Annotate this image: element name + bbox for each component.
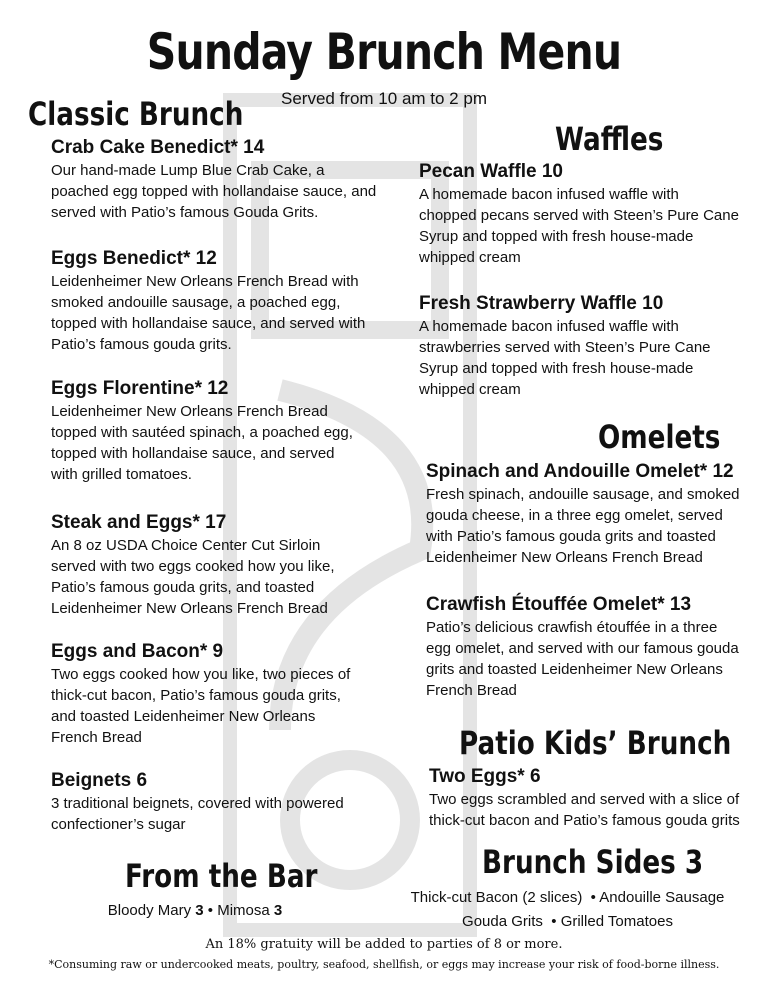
side-item: Andouille Sausage (599, 889, 725, 906)
menu-subtitle: Served from 10 am to 2 pm (281, 89, 487, 108)
item-description: Two eggs scrambled and served with a slice of thick-cut bacon and Patio’s famous gouda grits (429, 791, 740, 829)
menu-item (51, 640, 361, 748)
side-item: Thick-cut Bacon (2 slices) (410, 889, 583, 906)
item-description: Two eggs cooked how you like, two pieces of thick-cut bacon, Patio’s famous gouda grits, and toasted Leidenheimer New Orleans French Bread (51, 666, 351, 746)
from-the-bar-heading: From the Bar (125, 857, 318, 895)
item-description: Fresh spinach, andouille sausage, and smoked gouda cheese, in a three egg omelet, served with Patio’s famous gouda grits and toasted Leidenheimer New Orleans French Bread (426, 486, 740, 566)
menu-item (51, 247, 371, 355)
bar-price: 3 (273, 902, 283, 919)
item-description: Patio’s delicious crawfish étouffée in a three egg omelet, and served with our famous gouda grits and toasted Leidenheimer New Orleans French Bread (426, 619, 739, 699)
item-name: Crab Cake Benedict* 14 (51, 137, 265, 158)
bar-price: 3 (195, 902, 204, 919)
menu-item (51, 769, 361, 835)
item-name: Steak and Eggs* 17 (51, 512, 227, 533)
gratuity-note: An 18% gratuity will be added to parties of 8 or more. (205, 937, 563, 952)
item-name: Eggs Benedict* 12 (51, 248, 217, 269)
item-name: Spinach and Andouille Omelet* 12 (426, 461, 734, 482)
brunch-sides-heading: Brunch Sides 3 (482, 843, 704, 881)
item-name: Crawfish Étouffée Omelet* 13 (426, 594, 692, 615)
item-description: A homemade bacon infused waffle with chopped pecans served with Steen’s Pure Cane Syrup and topped with fresh house-made whipped cream (419, 186, 739, 266)
side-item: Gouda Grits (462, 913, 543, 930)
item-name: Eggs Florentine* 12 (51, 378, 229, 399)
bullet: • (590, 889, 596, 906)
menu-item (426, 460, 751, 568)
kids-brunch-heading: Patio Kids’ Brunch (459, 724, 732, 762)
item-description: Leidenheimer New Orleans French Bread with smoked andouille sausage, a poached egg, topped with hollandaise sauce, and served with Patio’s famous gouda grits. (51, 273, 366, 353)
food-safety-disclaimer: *Consuming raw or undercooked meats, poultry, seafood, shellfish, or eggs may increase your risk of food-borne illness. (48, 958, 720, 971)
menu-item (429, 765, 749, 831)
item-name: Eggs and Bacon* 9 (51, 641, 224, 662)
sides-line-1 (400, 889, 735, 906)
classic-brunch-heading: Classic Brunch (28, 95, 244, 133)
menu-item (419, 160, 739, 268)
side-item: Grilled Tomatoes (560, 913, 673, 930)
bar-item: Bloody Mary (107, 902, 192, 919)
bullet: • (551, 913, 557, 930)
sides-line-2 (400, 913, 735, 930)
menu-item (51, 511, 351, 619)
item-description: An 8 oz USDA Choice Center Cut Sirloin served with two eggs cooked how you like, Patio’s famous gouda grits, and toasted Leidenheimer New Orleans French Bread (51, 537, 335, 617)
menu-item (51, 377, 361, 485)
item-description: Leidenheimer New Orleans French Bread topped with sautéed spinach, a poached egg, topped with hollandaise sauce, and served with grilled tomatoes. (51, 403, 353, 483)
bullet: • (207, 902, 214, 919)
item-name: Beignets 6 (51, 770, 148, 791)
bar-item: Mimosa (217, 902, 270, 919)
item-description: Our hand-made Lump Blue Crab Cake, a poached egg topped with hollandaise sauce, and served with Patio’s famous Gouda Grits. (51, 162, 377, 221)
omelets-heading: Omelets (598, 418, 721, 456)
item-name: Two Eggs* 6 (429, 766, 541, 787)
menu-item (419, 292, 719, 400)
item-description: A homemade bacon infused waffle with strawberries served with Steen’s Pure Cane Syrup and topped with fresh house-made whipped cream (419, 318, 711, 398)
bar-items (0, 902, 390, 919)
item-description: 3 traditional beignets, covered with powered confectioner’s sugar (51, 795, 344, 833)
menu-item (426, 593, 741, 701)
menu-item (51, 136, 381, 223)
waffles-heading: Waffles (555, 120, 664, 158)
item-name: Pecan Waffle 10 (419, 161, 563, 182)
menu-title: Sunday Brunch Menu (146, 23, 622, 81)
item-name: Fresh Strawberry Waffle 10 (419, 293, 664, 314)
